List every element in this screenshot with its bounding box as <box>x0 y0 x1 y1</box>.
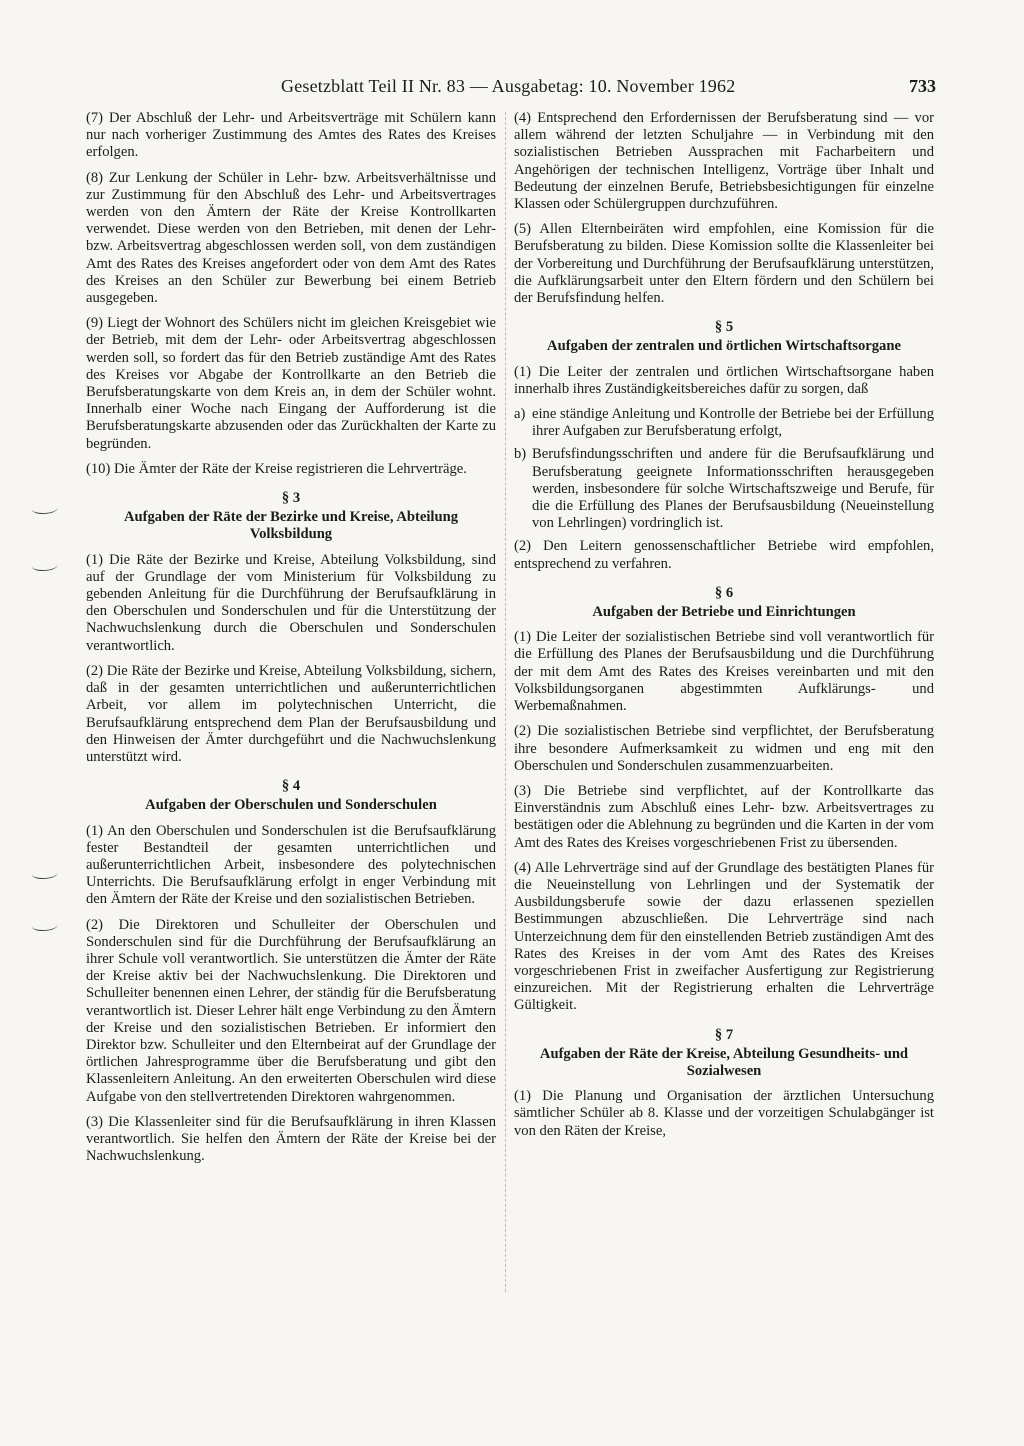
margin-mark <box>32 560 58 571</box>
paragraph: (10) Die Ämter der Räte der Kreise registrieren die Lehrverträge. <box>86 460 467 477</box>
page-header <box>86 76 936 100</box>
left-column <box>86 110 496 1173</box>
paragraph: (1) Die Leiter der zentralen und örtlichen Wirtschaftsorgane haben innerhalb ihres Zuständigkeitsbereiches dafür zu sorgen, daß <box>514 363 934 397</box>
paragraph: (1) Die Räte der Bezirke und Kreise, Abteilung Volksbildung, sind auf der Grundlage der vom Ministerium für Volksbildung zu gebenden Anleitung für die Durchführung der Berufsaufklärung in den Oberschulen und Sonderschulen und für die Unterstützung der Nachwuchslenkung durch die Oberschulen und Sonderschulen verantwortlich. <box>86 551 496 654</box>
margin-mark <box>32 920 58 931</box>
paragraph: (2) Die Räte der Bezirke und Kreise, Abteilung Volksbildung, sichern, daß in der gesamten unterrichtlichen und außerunterrichtlichen Arbeit, vor allem im polytechnischen Unterricht, die Berufsaufklärung entsprechend dem Plan der Berufsausbildung und den Hinweisen der Ämter durchgeführt und die Nachwuchslenkung unterstützt wird. <box>86 662 496 765</box>
list-item-text: eine ständige Anleitung und Kontrolle der Betriebe bei der Erfüllung ihrer Aufgaben zur Berufsberatung erfolgt, <box>532 406 934 440</box>
section-number: § 5 <box>714 319 734 336</box>
paragraph: (3) Die Klassenleiter sind für die Berufsaufklärung in ihren Klassen verantwortlich. Sie helfen den Ämtern der Räte der Kreise bei der Nachwuchslenkung. <box>86 1113 496 1165</box>
list-item-text: Berufsfindungsschriften und andere für die Berufsaufklärung und Berufsberatung geeignete Informationsschriften herausgegeben werden, insbesondere für solche Wirtschaftszweige und Berufe, für die die Erfüllung des Planes der Berufsausbildung (Neueinstellung von Lehrlingen) vordringlich ist. <box>532 446 934 532</box>
section-title: Aufgaben der Oberschulen und Sonderschulen <box>145 797 437 814</box>
paragraph: (2) Die Direktoren und Schulleiter der Oberschulen und Sonderschulen sind für die Durchführung der Berufsaufklärung an ihrer Schule voll verantwortlich. Sie unterstützen die Ämter der Räte der Kreise aktiv bei der Nachwuchslenkung. Die Direktoren und Schulleiter benennen einen Lehrer, der ständig für die Berufsberatung verantwortlich ist. Dieser Lehrer hält enge Verbindung zu den Ämtern der Kreise und den sozialistischen Betrieben. Er informiert den Direktor bzw. Schulleiter und den Elternbeirat auf der Grundlage der örtlichen Jahresprogramme über die Berufsberatung und gibt den Klassenleitern Anleitung. An den erweiterten Oberschulen wird diese Aufgabe von den stellvertretenden Direktoren wahrgenommen. <box>86 916 496 1105</box>
header-title: Gesetzblatt Teil II Nr. 83 — Ausgabetag: 10. November 1962 <box>281 76 736 96</box>
section-number: § 4 <box>281 778 301 795</box>
section-title: Aufgaben der Betriebe und Einrichtungen <box>592 604 856 621</box>
paragraph: (2) Die sozialistischen Betriebe sind verpflichtet, der Berufsberatung ihre besondere Aufmerksamkeit zu widmen und eng mit den Oberschulen und Sonderschulen zusammenzuarbeiten. <box>514 723 934 774</box>
column-divider <box>505 112 506 1292</box>
paragraph: (8) Zur Lenkung der Schüler in Lehr- bzw. Arbeitsverhältnisse und zur Zustimmung für den Abschluß des Lehr- und Arbeitsvertrages werden von den Ämtern der Räte der Kreise Kontrollkarten verwendet. Diese werden von den Betrieben, mit denen der Lehr- bzw. Arbeitsvertrag abgeschlossen werden soll, von dem zuständigen Amt des Rates des Kreises angefordert oder von dem Amt des Rates des Kreises an den Schüler zur Bewerbung bei einem Betrieb ausgegeben. <box>86 169 496 307</box>
page-number: 733 <box>909 76 936 96</box>
paragraph: (1) An den Oberschulen und Sonderschulen ist die Berufsaufklärung fester Bestandteil der gesamten unterrichtlichen und außerunterrichtlichen Arbeit, insbesondere des polytechnischen Unterrichts. Die Berufsaufklärung erfolgt in enger Verbindung mit den Ämtern der Räte der Kreise und den sozialistischen Betrieben. <box>86 822 496 908</box>
paragraph: (2) Den Leitern genossenschaftlicher Betriebe wird empfohlen, entsprechend zu verfahren. <box>514 538 934 572</box>
margin-mark <box>32 503 58 514</box>
section-number: § 3 <box>281 490 301 507</box>
section-number: § 6 <box>714 584 734 601</box>
section-title: Aufgaben der zentralen und örtlichen Wirtschaftsorgane <box>547 338 901 355</box>
paragraph: (4) Alle Lehrverträge sind auf der Grundlage des bestätigten Planes für die Neueinstellung von Lehrlingen und der Systematik der Ausbildungsberufe sowie der dazu erlassenen speziellen Bestimmungen abzuschließen. Die Lehrverträge sind nach Unterzeichnung dem für den einstellenden Betrieb zuständigen Amt des Rates des Kreises in der vom Amt des Rates des Kreises vorgeschriebenen Frist in zweifacher Ausfertigung zur Registrierung einzureichen. Mit der Registrierung erhalten die Lehrverträge Gültigkeit. <box>514 859 934 1014</box>
right-column <box>514 110 934 1148</box>
list-item-label: b) <box>514 446 527 463</box>
section-title: Aufgaben der Räte der Kreise, Abteilung Gesundheits- und Sozialwesen <box>539 1045 909 1079</box>
paragraph: (1) Die Leiter der sozialistischen Betriebe sind voll verantwortlich für die Erfüllung des Planes der Berufsausbildung und die Durchführung der mit dem Amt des Rates des Kreises vereinbarten und mit den Volksbildungsorganen abgestimmten Aufklärungs- und Werbemaßnahmen. <box>514 629 934 715</box>
section-number: § 7 <box>714 1026 734 1043</box>
margin-mark <box>32 868 58 879</box>
list-item <box>514 406 934 440</box>
paragraph: (3) Die Betriebe sind verpflichtet, auf der Kontrollkarte das Einverständnis zum Abschluß eines Lehr- bzw. Arbeitsvertrages zu bestätigen oder die Ablehnung zu begründen und die Karten in der vom Amt des Rates des Kreises vorgeschriebenen Frist zu übersenden. <box>514 782 934 851</box>
list-item-label: a) <box>514 406 526 423</box>
paragraph: (1) Die Planung und Organisation der ärztlichen Untersuchung sämtlicher Schüler ab 8. Klasse und der vorzeitigen Schulabgänger ist von den Räten der Kreise, <box>514 1088 934 1139</box>
paragraph: (9) Liegt der Wohnort des Schülers nicht im gleichen Kreisgebiet wie der Betrieb, mit dem der Lehr- oder Arbeitsvertrag abgeschlossen werden soll, so fordert das für den Betrieb zuständige Amt des Rates des Kreises vor Abgabe der Kontrollkarte an den Betrieb die Berufsberatungskarte von dem Kreis an, in dem der Schüler wohnt. Innerhalb einer Woche nach Eingang der Aufforderung ist die Berufsberatungskarte abzusenden oder das Zurückhalten der Karte zu begründen. <box>86 315 496 452</box>
paragraph: (5) Allen Elternbeiräten wird empfohlen, eine Komission für die Berufsberatung zu bilden. Diese Komission sollte die Klassenleiter bei der Vorbereitung und Durchführung der Berufsaufklärung unterstützen, die Aufklärungsarbeit unter den Eltern fördern und den Schülern bei der Berufsfindung helfen. <box>514 221 934 307</box>
paragraph: (4) Entsprechend den Erfordernissen der Berufsberatung sind — vor allem während der letzten Schuljahre — in Verbindung mit den sozialistischen Betrieben Aussprachen mit Facharbeitern und Angehörigen der technischen Intelligenz, Vorträge über Inhalt und Bedeutung der einzelnen Berufe, Betriebsbesichtigungen für einzelne Klassen oder Schülergruppen durchzuführen. <box>514 110 934 213</box>
section-title: Aufgaben der Räte der Bezirke und Kreise, Abteilung Volksbildung <box>123 509 459 543</box>
paragraph: (7) Der Abschluß der Lehr- und Arbeitsverträge mit Schülern kann nur nach vorheriger Zustimmung des Amtes des Rates des Kreises erfolgen. <box>86 110 496 161</box>
list-item <box>514 446 934 532</box>
